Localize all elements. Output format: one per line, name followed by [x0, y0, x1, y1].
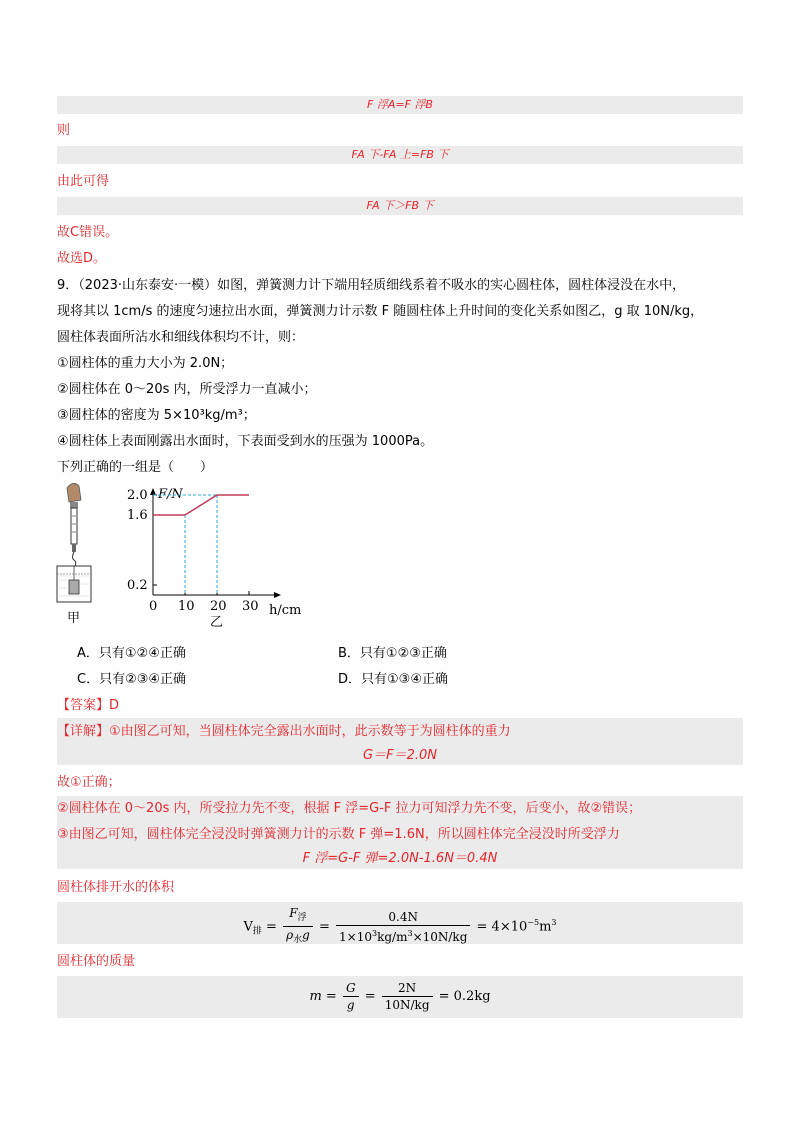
- answer-label: 【答案】: [57, 698, 110, 713]
- y-tick-label: 2.0: [127, 488, 148, 503]
- x-axis-arrow: [274, 592, 281, 598]
- buoyancy-equal-equation: F 浮A=F 浮B: [367, 98, 433, 111]
- force-difference-equation: FA 下-FA 上=FB 下: [351, 148, 449, 161]
- conclude-1: 故①正确；: [57, 775, 121, 790]
- y-tick-label: 1.6: [127, 508, 148, 523]
- y-tick-label: 0.2: [127, 578, 148, 593]
- option-a[interactable]: A．只有①②④正确: [77, 646, 186, 661]
- text-choose-d: 故选D。: [57, 251, 107, 266]
- question-line-1: 9．（2023·山东泰安·一模）如图，弹簧测力计下端用轻质细线系着不吸水的实心圆柱体，圆柱体浸没在水中，: [57, 278, 686, 293]
- caption-jia: 甲: [67, 611, 81, 626]
- mass-formula: m = $\frac{G}{g}$ = $\frac{2N}{10N/kg}$ = 0.2kg: [309, 981, 491, 1012]
- volume-title: 圆柱体排开水的体积: [57, 880, 175, 895]
- apparatus-drawing: [57, 483, 91, 602]
- buoyancy-equation: F 浮=G-F 弹=2.0N-1.6N＝0.4N: [302, 851, 498, 866]
- y-axis-arrow: [150, 488, 156, 495]
- x-tick-label: 10: [178, 599, 195, 614]
- volume-formula: $V_排$ = $\frac{F_浮}{\rho_水g}$ = $\frac{0.4N}{1\times 10^3kg/m^3\times 10N/kg}$ = $4\times 10^{-5}m^3$: [243, 906, 557, 946]
- text-c-wrong: 故C错误。: [57, 225, 119, 240]
- option-b[interactable]: B．只有①②③正确: [338, 646, 447, 661]
- statement-2: ②圆柱体在 0～20s 内，所受浮力一直减小；: [57, 382, 317, 397]
- x-tick-label: 0: [149, 599, 158, 614]
- question-line-3: 圆柱体表面所沾水和细线体积均不计，则：: [57, 330, 305, 345]
- answer-line: [57, 697, 119, 715]
- text-ze: 则: [57, 123, 71, 138]
- y-axis-label: F/N: [158, 487, 183, 502]
- explanation-text-1: ①由图乙可知，当圆柱体完全露出水面时，此示数等于为圆柱体的重力: [109, 724, 511, 739]
- question-prompt: 下列正确的一组是（ ）: [57, 460, 214, 475]
- explanation-line-1: [57, 723, 511, 741]
- option-d[interactable]: D．只有①③④正确: [338, 672, 448, 687]
- statement-1: ①圆柱体的重力大小为 2.0N；: [57, 356, 234, 371]
- option-c[interactable]: C．只有②③④正确: [77, 672, 187, 687]
- figure-illustration: [55, 480, 325, 630]
- mass-title: 圆柱体的质量: [57, 954, 136, 969]
- explanation-line-3: ③由图乙可知，圆柱体完全浸没时弹簧测力计的示数 F 弹=1.6N，所以圆柱体完全浸没时所受浮力: [57, 827, 620, 842]
- x-tick-label: 30: [242, 599, 259, 614]
- x-axis-label: h/cm: [269, 603, 302, 618]
- x-tick-label: 20: [210, 599, 227, 614]
- weight-equation: G＝F＝2.0N: [363, 748, 437, 763]
- explanation-line-2: ②圆柱体在 0～20s 内，所受拉力先不变，根据 F 浮=G-F 拉力可知浮力先不变，后变小，故②错误；: [57, 801, 642, 816]
- text-youci: 由此可得: [57, 174, 110, 189]
- answer-value: D: [109, 698, 120, 713]
- caption-yi: 乙: [210, 615, 224, 630]
- force-compare-equation: FA 下＞FB 下: [366, 199, 434, 212]
- statement-3: ③圆柱体的密度为 5×10³kg/m³；: [57, 408, 256, 423]
- graph: [127, 487, 301, 618]
- statement-4: ④圆柱体上表面刚露出水面时，下表面受到水的压强为 1000Pa。: [57, 434, 434, 449]
- question-line-2: 现将其以 1cm/s 的速度匀速拉出水面，弹簧测力计示数 F 随圆柱体上升时间的变化关系如图乙，g 取 10N/kg，: [57, 304, 704, 319]
- explanation-label: 【详解】: [57, 724, 110, 739]
